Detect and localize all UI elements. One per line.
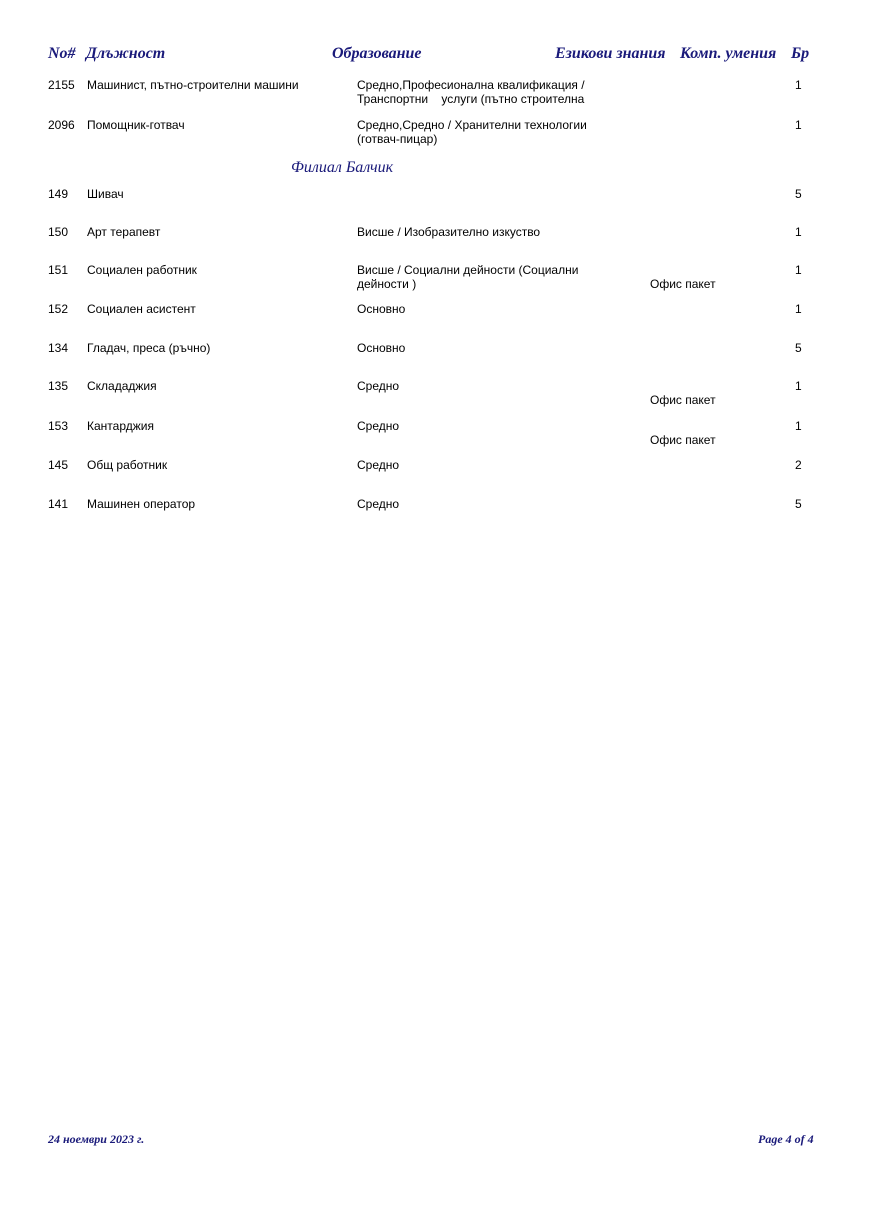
row-education: Средно xyxy=(357,419,400,433)
row-position: Склададжия xyxy=(87,379,157,393)
header-languages: Езикови знания xyxy=(555,45,666,62)
row-computer-skills: Офис пакет xyxy=(650,433,716,447)
header-no: No# xyxy=(48,45,76,62)
row-no: 2155 xyxy=(48,78,75,92)
row-education-line2: Транспортни услуги (пътно строителна xyxy=(357,92,585,106)
row-education-line1: Средно,Професионална квалификация / xyxy=(357,78,585,92)
footer-date: 24 ноември 2023 г. xyxy=(48,1132,145,1146)
row-count: 5 xyxy=(795,497,802,511)
row-no: 145 xyxy=(48,458,69,472)
row-count: 5 xyxy=(795,341,802,355)
row-count: 2 xyxy=(795,458,802,472)
row-education-line1: Висше / Социални дейности (Социални xyxy=(357,263,579,277)
header-position: Длъжност xyxy=(86,45,166,62)
row-computer-skills: Офис пакет xyxy=(650,277,716,291)
row-no: 151 xyxy=(48,263,69,277)
row-education: Висше / Изобразително изкуство xyxy=(357,225,541,239)
row-count: 1 xyxy=(795,118,802,132)
row-education: Средно xyxy=(357,497,400,511)
section-title: Филиал Балчик xyxy=(291,159,394,176)
row-education: Основно xyxy=(357,341,406,355)
row-count: 1 xyxy=(795,419,802,433)
row-position: Кантарджия xyxy=(87,419,154,433)
row-no: 152 xyxy=(48,302,69,316)
header-computer-skills: Комп. умения xyxy=(680,45,777,62)
row-count: 1 xyxy=(795,379,802,393)
row-education: Средно xyxy=(357,379,400,393)
row-position: Общ работник xyxy=(87,458,168,472)
row-education-line2: дейности ) xyxy=(357,277,417,291)
row-count: 1 xyxy=(795,302,802,316)
row-position: Помощник-готвач xyxy=(87,118,185,132)
header-count: Бр xyxy=(791,45,810,62)
row-no: 141 xyxy=(48,497,69,511)
header-education: Образование xyxy=(332,45,422,62)
row-no: 149 xyxy=(48,187,69,201)
row-count: 5 xyxy=(795,187,802,201)
row-computer-skills: Офис пакет xyxy=(650,393,716,407)
row-no: 153 xyxy=(48,419,69,433)
row-no: 150 xyxy=(48,225,69,239)
row-count: 1 xyxy=(795,78,802,92)
row-count: 1 xyxy=(795,225,802,239)
row-position: Гладач, преса (ръчно) xyxy=(87,341,211,355)
row-no: 2096 xyxy=(48,118,75,132)
footer-page-number: Page 4 of 4 xyxy=(758,1132,814,1146)
row-position: Социален работник xyxy=(87,263,197,277)
row-no: 134 xyxy=(48,341,69,355)
row-education: Основно xyxy=(357,302,406,316)
row-position: Машинен оператор xyxy=(87,497,196,511)
row-position: Арт терапевт xyxy=(87,225,161,239)
row-position: Машинист, пътно-строителни машини xyxy=(87,78,299,92)
row-education-line2: (готвач-пицар) xyxy=(357,132,438,146)
row-no: 135 xyxy=(48,379,69,393)
row-education-line1: Средно,Средно / Хранителни технологии xyxy=(357,118,587,132)
row-count: 1 xyxy=(795,263,802,277)
row-education: Средно xyxy=(357,458,400,472)
row-position: Социален асистент xyxy=(87,302,196,316)
row-position: Шивач xyxy=(87,187,124,201)
